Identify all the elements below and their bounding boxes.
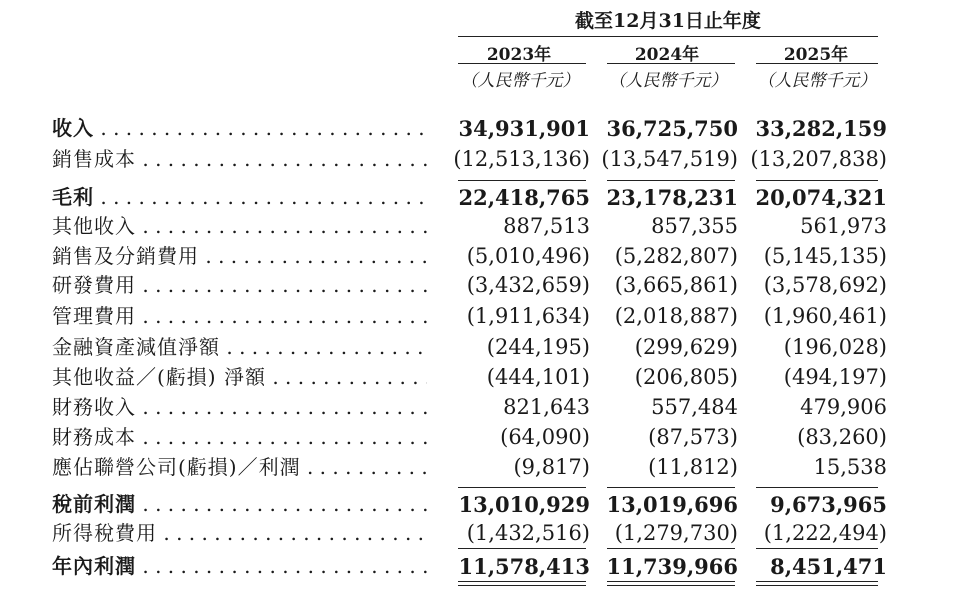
row-value-2025: 561,973 [800,214,887,238]
row-value-2023: 13,010,929 [458,492,590,517]
row-value-2023: (244,195) [486,335,590,359]
row-value-2024: (5,282,807) [614,244,738,268]
row-label: 應佔聯營公司(虧損)／利潤 . . . [52,452,427,483]
row-value-2025: 8,451,471 [770,554,887,579]
year-rule-2024 [607,63,735,64]
unit-header-2025: （人民幣千元） [757,71,877,91]
table-row [0,332,971,363]
period-rule [458,36,878,37]
row-value-2024: 557,484 [651,395,738,419]
table-row [0,301,971,332]
row-value-2023: (444,101) [486,365,590,389]
row-label: 財務收入 . . . [52,392,427,423]
row-label: 所得稅費用 . . . [52,518,427,549]
row-value-2024: (87,573) [648,425,738,449]
row-value-2025: (3,578,692) [763,273,887,297]
total-rule-2 [607,548,735,549]
row-value-2023: 887,513 [503,214,590,238]
table-row [0,144,971,175]
row-value-2023: 34,931,901 [458,116,590,141]
row-value-2024: (13,547,519) [601,147,738,171]
subtotal-rule-1 [458,487,586,488]
double-rule-2b [607,585,735,586]
row-value-2025: (13,207,838) [750,147,887,171]
table-row [0,362,971,393]
row-label: 其他收益／(虧損) 淨額 . . . [52,362,427,393]
row-value-2025: 20,074,321 [755,185,887,210]
row-value-2023: (1,432,516) [466,521,590,545]
year-header-2025: 2025年 [783,45,849,65]
row-label: 研發費用 . . . [52,270,427,301]
table-row [0,392,971,423]
unit-header-2023: （人民幣千元） [460,71,580,91]
row-value-2025: (5,145,135) [763,244,887,268]
table-row [0,452,971,483]
row-label: 其他收入 . . . [52,211,427,242]
year-rule-2023 [458,63,586,64]
row-value-2023: 11,578,413 [458,554,590,579]
subtotal-rule-3 [756,180,878,181]
double-rule-3b [756,585,878,586]
row-value-2024: (1,279,730) [614,521,738,545]
period-header: 截至12月31日止年度 [575,10,761,32]
table-row [0,241,971,272]
row-value-2025: 33,282,159 [755,116,887,141]
row-value-2023: (1,911,634) [466,304,590,328]
row-value-2024: 36,725,750 [606,116,738,141]
row-value-2023: 821,643 [503,395,590,419]
row-value-2023: (64,090) [500,425,590,449]
subtotal-rule-3 [756,487,878,488]
row-value-2025: (83,260) [797,425,887,449]
row-value-2024: (11,812) [648,455,738,479]
row-value-2024: (206,805) [634,365,738,389]
row-label: 銷售成本 . . . [52,144,427,175]
table-row [0,489,971,520]
row-value-2024: (3,665,861) [614,273,738,297]
row-value-2024: 13,019,696 [606,492,738,517]
row-value-2025: 479,906 [800,395,887,419]
table-row [0,551,971,582]
year-header-2023: 2023年 [486,45,552,65]
year-rule-2025 [756,63,878,64]
row-value-2023: (3,432,659) [466,273,590,297]
row-label: 財務成本 . . . [52,422,427,453]
row-label: 管理費用 . . . [52,301,427,332]
table-row [0,270,971,301]
subtotal-rule-2 [607,487,735,488]
row-label: 收入 . . . [52,113,427,144]
row-value-2024: 23,178,231 [606,185,738,210]
row-label: 銷售及分銷費用 . . . [52,241,427,272]
row-value-2025: 9,673,965 [770,492,887,517]
row-value-2025: 15,538 [813,455,887,479]
row-label: 金融資產減值淨額 . . . [52,332,427,363]
subtotal-rule-1 [458,180,586,181]
subtotal-rule-2 [607,180,735,181]
row-value-2023: (5,010,496) [466,244,590,268]
unit-header-2024: （人民幣千元） [608,71,728,91]
row-label: 毛利 . . . [52,182,427,213]
double-rule-2a [607,581,735,582]
row-value-2023: 22,418,765 [458,185,590,210]
table-row [0,113,971,144]
table-row [0,182,971,213]
table-row [0,422,971,453]
row-value-2025: (196,028) [783,335,887,359]
row-value-2025: (1,222,494) [763,521,887,545]
table-row [0,518,971,549]
row-value-2024: (299,629) [634,335,738,359]
total-rule-3 [756,548,878,549]
row-value-2024: 11,739,966 [606,554,738,579]
row-value-2024: (2,018,887) [614,304,738,328]
row-value-2025: (1,960,461) [763,304,887,328]
double-rule-3a [756,581,878,582]
table-row [0,211,971,242]
row-value-2023: (9,817) [513,455,590,479]
row-value-2024: 857,355 [651,214,738,238]
row-value-2023: (12,513,136) [453,147,590,171]
row-value-2025: (494,197) [783,365,887,389]
double-rule-1a [458,581,586,582]
year-header-2024: 2024年 [634,45,700,65]
row-label: 年內利潤 . . . [52,551,427,582]
total-rule-1 [458,548,586,549]
row-label: 稅前利潤 . . . [52,489,427,520]
double-rule-1b [458,585,586,586]
